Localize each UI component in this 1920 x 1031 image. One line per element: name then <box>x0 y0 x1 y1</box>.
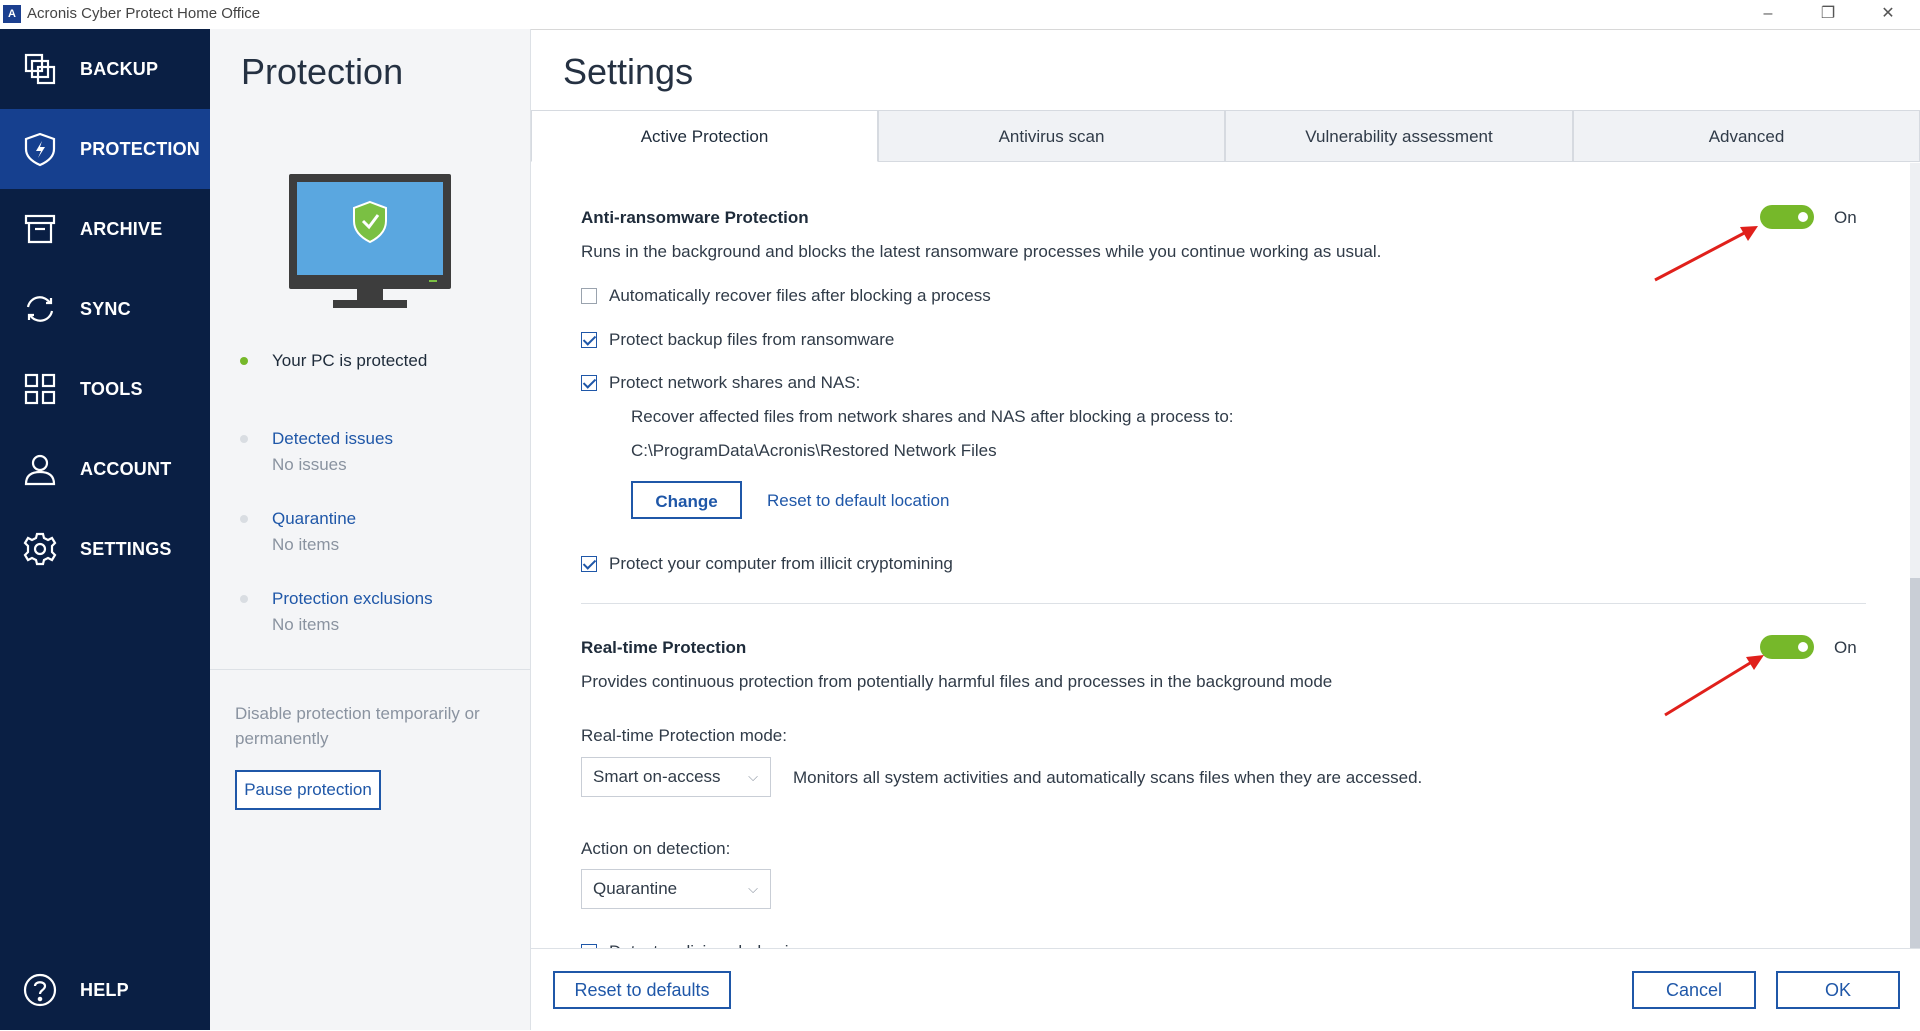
action-on-detection-select[interactable] <box>581 869 771 909</box>
gear-icon <box>22 531 58 567</box>
checkbox[interactable] <box>581 332 597 348</box>
option-label: Protect backup files from ransomware <box>609 330 895 349</box>
pause-protection-button[interactable]: Pause protection <box>235 770 381 810</box>
action-on-detection-label: Action on detection: <box>581 839 731 858</box>
quarantine-link[interactable]: Quarantine <box>272 509 357 528</box>
archive-icon <box>22 211 58 247</box>
sidebar-item-label: SETTINGS <box>80 539 172 559</box>
select-value: Quarantine <box>593 879 678 898</box>
protected-monitor-icon <box>289 174 451 310</box>
cancel-button[interactable]: Cancel <box>1632 971 1756 1009</box>
change-location-button[interactable]: Change <box>631 481 742 519</box>
content-scrollbar[interactable] <box>1910 163 1920 948</box>
settings-tabs <box>531 110 1920 163</box>
sidebar-item-label: HELP <box>80 980 129 1000</box>
realtime-mode-select[interactable] <box>581 757 771 797</box>
protection-panel <box>210 29 531 1030</box>
help-icon <box>22 972 58 1008</box>
tab-antivirus-scan[interactable]: Antivirus scan <box>878 110 1225 162</box>
status-dot <box>240 595 248 603</box>
sidebar-item-archive[interactable] <box>0 189 210 269</box>
settings-footer <box>531 948 1920 1031</box>
window-title: Acronis Cyber Protect Home Office <box>27 5 261 22</box>
tab-advanced[interactable]: Advanced <box>1573 110 1920 162</box>
restore-button[interactable]: ❐ <box>1820 5 1836 22</box>
backup-icon <box>22 51 58 87</box>
status-dot <box>240 515 248 523</box>
nas-recover-text: Recover affected files from network shares and NAS after blocking a process to: <box>631 407 1234 426</box>
quarantine-count: No items <box>272 535 340 554</box>
sidebar-item-label: PROTECTION <box>80 139 201 159</box>
auto-recover-option[interactable] <box>581 286 991 306</box>
reset-location-link[interactable]: Reset to default location <box>767 491 950 510</box>
app-logo-icon: A <box>3 5 21 23</box>
checkbox[interactable] <box>581 556 597 572</box>
reset-to-defaults-button[interactable]: Reset to defaults <box>553 971 731 1009</box>
sync-icon <box>22 291 58 327</box>
status-dot <box>240 357 248 365</box>
sidebar-item-account[interactable] <box>0 429 210 509</box>
minimize-button[interactable]: – <box>1763 5 1773 22</box>
chevron-down-icon: ⌵ <box>748 881 758 896</box>
disable-protection-hint: Disable protection temporarily or permanently <box>235 704 480 748</box>
protect-nas-option[interactable] <box>581 373 860 393</box>
sidebar <box>0 29 210 1030</box>
detected-issues-count: No issues <box>272 455 347 474</box>
tab-active-protection[interactable]: Active Protection <box>531 110 878 162</box>
sidebar-item-label: ACCOUNT <box>80 459 172 479</box>
sidebar-item-protection[interactable] <box>0 109 210 189</box>
realtime-description: Provides continuous protection from potentially harmful files and processes in the background mode <box>581 672 1333 691</box>
ok-button[interactable]: OK <box>1776 971 1900 1009</box>
sidebar-item-backup[interactable] <box>0 29 210 109</box>
status-text: Your PC is protected <box>272 351 428 370</box>
annotation-arrow-icon <box>1640 215 1770 295</box>
sidebar-item-label: ARCHIVE <box>80 219 163 239</box>
sidebar-item-tools[interactable] <box>0 349 210 429</box>
exclusions-count: No items <box>272 615 340 634</box>
realtime-mode-label: Real-time Protection mode: <box>581 726 787 745</box>
section-divider <box>581 603 1866 604</box>
page-title: Protection <box>241 51 404 92</box>
sidebar-item-label: BACKUP <box>80 59 159 79</box>
option-label: Protect network shares and NAS: <box>609 373 861 392</box>
detected-issues-link[interactable]: Detected issues <box>272 429 393 448</box>
exclusions-link[interactable]: Protection exclusions <box>272 589 433 608</box>
chevron-down-icon: ⌵ <box>748 769 758 784</box>
sidebar-item-label: TOOLS <box>80 379 143 399</box>
anti-ransomware-toggle-label: On <box>1834 208 1857 227</box>
close-button[interactable]: ✕ <box>1881 5 1895 22</box>
settings-title: Settings <box>563 51 694 92</box>
sidebar-item-settings[interactable] <box>0 509 210 589</box>
anti-ransomware-title: Anti-ransomware Protection <box>581 208 809 227</box>
sidebar-item-sync[interactable] <box>0 269 210 349</box>
sidebar-item-label: SYNC <box>80 299 131 319</box>
sidebar-item-help[interactable] <box>0 950 210 1030</box>
tab-vulnerability-assessment[interactable]: Vulnerability assessment <box>1225 110 1573 162</box>
checkbox[interactable] <box>581 288 597 304</box>
realtime-title: Real-time Protection <box>581 638 747 657</box>
divider <box>210 669 530 670</box>
status-dot <box>240 435 248 443</box>
nas-restore-path: C:\ProgramData\Acronis\Restored Network Files <box>631 441 997 460</box>
shield-icon <box>22 131 58 167</box>
realtime-mode-description: Monitors all system activities and automatically scans files when they are accessed. <box>793 768 1423 787</box>
annotation-arrow-icon <box>1650 645 1780 725</box>
checkbox[interactable] <box>581 375 597 391</box>
protect-backup-option[interactable] <box>581 330 894 350</box>
cryptomining-option[interactable] <box>581 554 953 574</box>
anti-ransomware-description: Runs in the background and blocks the latest ransomware processes while you continue working as usual. <box>581 242 1382 261</box>
account-icon <box>22 451 58 487</box>
window-titlebar <box>0 0 1920 30</box>
scrollbar-thumb[interactable] <box>1910 578 1920 948</box>
option-label: Automatically recover files after blocking a process <box>609 286 991 305</box>
option-label: Protect your computer from illicit cryptomining <box>609 554 953 573</box>
select-value: Smart on-access <box>593 767 721 786</box>
realtime-toggle-label: On <box>1834 638 1857 657</box>
tools-icon <box>22 371 58 407</box>
